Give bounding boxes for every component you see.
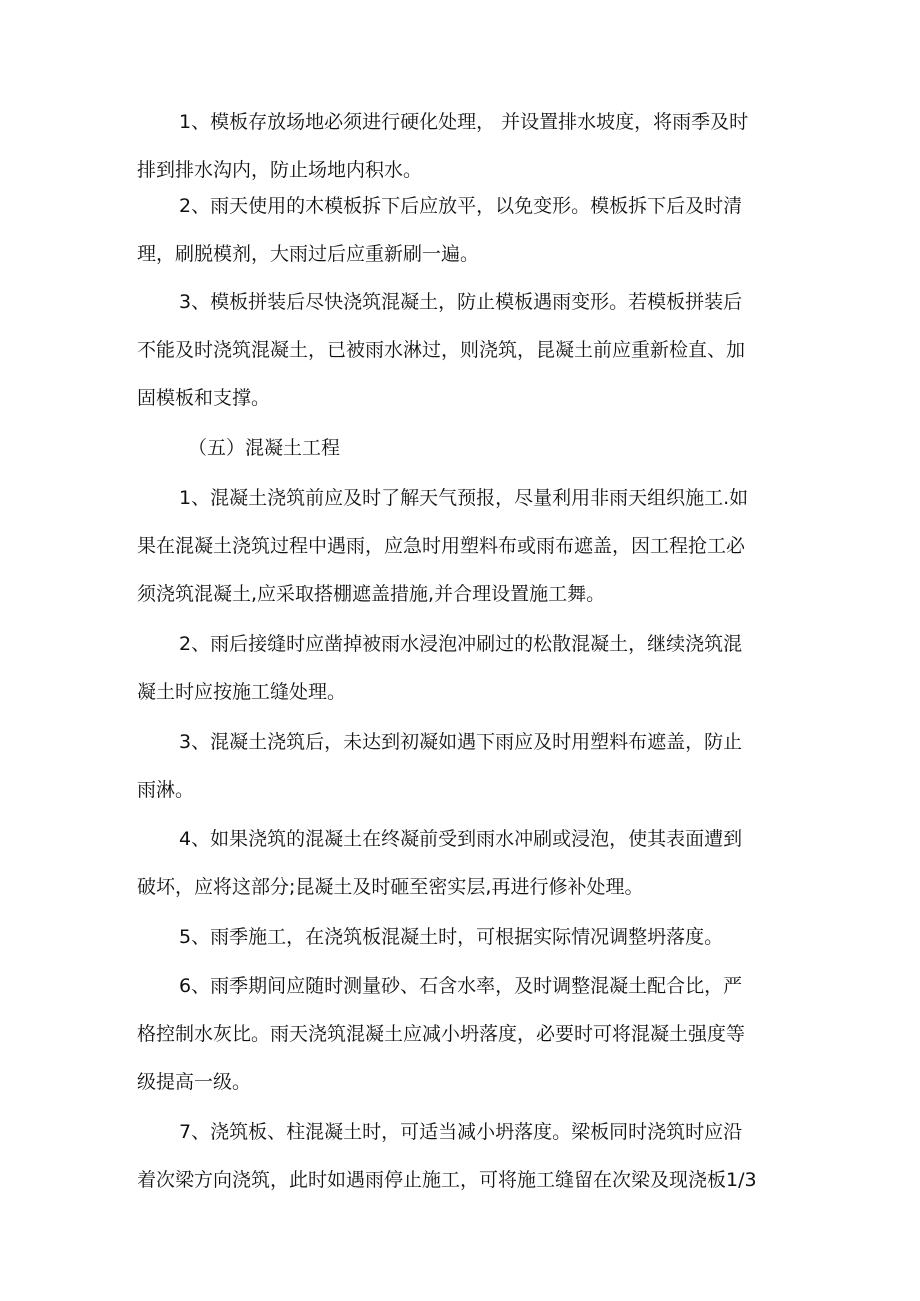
text-line: 固模板和支撑。: [137, 387, 271, 409]
text-line: 凝土时应按施工缝处理。: [137, 681, 347, 703]
paragraph-formwork-assembly: [137, 278, 787, 422]
text-line: 理，刷脱模剂，大雨过后应重新刷一遍。: [137, 243, 480, 265]
text-line: 5、雨季施工，在浇筑板混凝土时，可根据实际情况调整坍落度。: [179, 926, 724, 948]
text-line: 3、混凝土浇筑后，未达到初凝如遇下雨应及时用塑料布遮盖，防止: [179, 731, 743, 753]
text-line: 级提高一级。: [137, 1071, 252, 1093]
text-line: 不能及时浇筑混凝土，已被雨水淋过，则浇筑，昆凝土前应重新检直、加: [137, 339, 746, 361]
section-heading: （五）混凝土工程: [188, 437, 341, 459]
text-line: 6、雨季期间应随时测量砂、石含水率，及时调整混凝土配合比，严: [179, 975, 743, 997]
paragraph-slump-adjust: [137, 913, 787, 961]
text-line: 须浇筑混凝土,应采取搭棚遮盖措施,并合理设置施工舞。: [137, 583, 606, 605]
paragraph-slab-column-pour: [137, 1108, 787, 1204]
paragraph-concrete-weather: [137, 474, 787, 618]
paragraph-joint-after-rain: [137, 620, 787, 716]
text-line: 格控制水灰比。雨天浇筑混凝土应减小坍落度，必要时可将混凝土强度等: [137, 1023, 746, 1045]
text-line: 2、雨天使用的木模板拆下后应放平，以免变形。模板拆下后及时清: [179, 195, 743, 217]
text-line: 1、混凝土浇筑前应及时了解天气预报，尽量利用非雨天组织施工.如: [179, 487, 749, 509]
text-line: 雨淋。: [137, 779, 195, 801]
text-line: 1、模板存放场地必须进行硬化处理， 并设置排水坡度，将雨季及时: [179, 111, 749, 133]
paragraph-moisture-content: [137, 962, 787, 1106]
paragraph-repair-damage: [137, 815, 787, 911]
text-line: 7、浇筑板、柱混凝土时，可适当减小坍落度。梁板同时浇筑时应沿: [179, 1121, 743, 1143]
text-line: 4、如果浇筑的混凝土在终凝前受到雨水冲刷或浸泡，使其表面遭到: [179, 828, 743, 850]
paragraph-rainy-wood-formwork: [137, 182, 787, 278]
text-line: 破坏，应将这部分;昆凝土及时砸至密实层,再进行修补处理。: [137, 876, 644, 898]
text-line: 着次梁方向浇筑，此时如遇雨停止施工，可将施工缝留在次梁及现浇板1/3: [137, 1169, 757, 1191]
text-line: 3、模板拼装后尽快浇筑混凝土，防止模板遇雨变形。若模板拼装后: [179, 291, 743, 313]
text-line: 果在混凝土浇筑过程中遇雨，应急时用塑料布或雨布遮盖，因工程抢工必: [137, 535, 746, 557]
paragraph-formwork-storage: [137, 98, 787, 194]
paragraph-cover-before-set: [137, 718, 787, 814]
text-line: 2、雨后接缝时应凿掉被雨水浸泡冲刷过的松散混凝土，继续浇筑混: [179, 633, 743, 655]
text-line: 排到排水沟内，防止场地内积水。: [137, 159, 423, 181]
